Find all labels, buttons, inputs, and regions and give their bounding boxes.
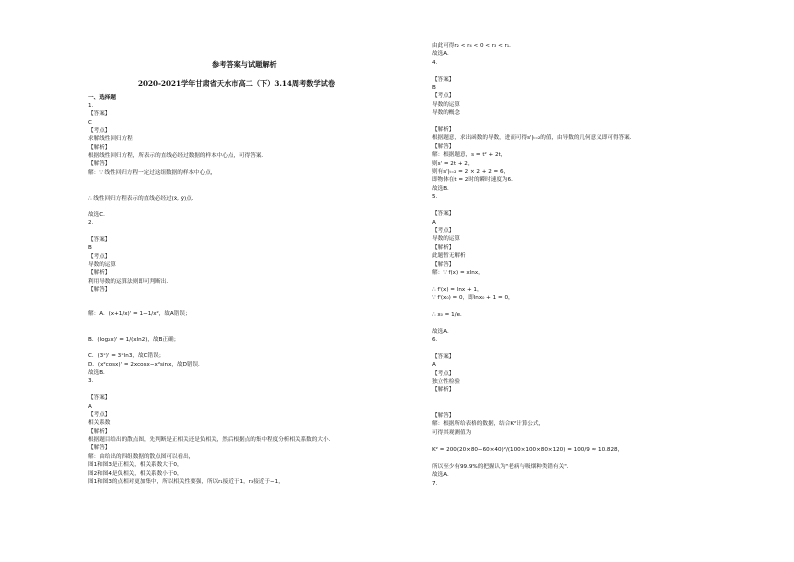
text-line: 【解答】 [88,161,111,167]
text-line: C．(3ˣ)' = 3ˣln3，故C错误； [88,353,165,359]
text-line: 利用导数的运算法则即可判断出． [88,279,172,285]
text-line: 即物体在t = 2时的瞬时速度为6． [432,177,517,183]
text-line: 由此可得r₂ < r₄ < 0 < r₃ < r₁． [432,43,515,49]
text-line: 解：根据所给表格的数据，结合K²计算公式， [432,421,545,427]
text-line: 【考点】 [432,371,455,377]
text-line: 故选A． [432,329,453,335]
text-line: 【答案】 [432,354,455,360]
text-line: 【解析】 [88,429,111,435]
text-line: 导数的运算 [432,236,460,242]
text-line: 【解答】 [432,262,455,268]
text-line: 【答案】 [88,111,111,117]
text-line: 【解答】 [432,413,455,419]
text-line: A [88,404,92,410]
text-line: B [432,85,436,91]
text-line: 【解析】 [432,387,455,393]
text-line: 4. [432,60,438,66]
text-line: ∴ 线性回归方程表示的直线必经过(x̄, ȳ)点． [88,196,198,202]
text-line: 解：∵ f(x) = xlnx， [432,270,484,276]
text-line: ∵ f'(x₀) = 0，即lnx₀ + 1 = 0， [432,295,514,301]
text-line: 导数的运算 [88,262,116,268]
text-line: ∴ x₀ = 1/e． [432,312,466,318]
text-line: 【解析】 [432,127,455,133]
text-line: 【答案】 [432,77,455,83]
text-line: 2. [88,220,94,226]
text-line: 导数的运算 [432,102,460,108]
text-line: 【考点】 [88,254,111,260]
section-heading: 一、选择题 [88,95,116,101]
text-line: 导数的概念 [432,110,460,116]
page-title: 参考答案与试题解析 [212,60,277,69]
text-line: 解：∵ 线性回归方程一定过这组数据的样本中心点， [88,170,217,176]
text-line: 解：A．(x+1/x)' = 1−1/x²，故A错误； [88,311,191,317]
text-line: 【解答】 [88,445,111,451]
text-line: C [88,120,92,126]
text-line: A [432,362,436,368]
text-line: B [88,245,92,251]
text-line: 图1和图3是正相关，相关系数大于0， [88,462,183,468]
text-line: 所以至少有99.9%的把握认为"老病与吸烟种类错有关"． [432,464,573,470]
text-line: 求解线性回归方程 [88,136,133,142]
text-line: 【答案】 [432,211,455,217]
text-line: 【考点】 [88,412,111,418]
text-line: 独立性检验 [432,379,460,385]
text-line: 【解析】 [88,270,111,276]
text-line: 根据线性回归方程，所表示的直线必经过数据的样本中心点，可得答案． [88,153,268,159]
text-line: 解：根据题意，s = t² + 2t， [432,152,507,158]
text-line: 故选B． [88,370,109,376]
text-line: 相关系数 [88,420,111,426]
text-line: K² = 200(20×80−60×40)²/(100×100×80×120) = 100/9 ≈ 10.828， [432,447,624,453]
text-line: 【答案】 [88,237,111,243]
text-line: 3. [88,378,94,384]
text-line: 【解析】 [432,245,455,251]
text-line: D．(x²cosx)' = 2xcosx−x²sinx，故D错误． [88,362,204,368]
text-line: 根据题意，求出函数的导数，进而可得s'|ₜ₌₂的值，由导数的几何意义即可得答案． [432,135,636,141]
text-line: 解：由给出的四组数据的散点图可以看出， [88,454,195,460]
text-line: 则有s'|ₜ₌₂ = 2 × 2 + 2 = 6， [432,169,510,175]
text-line: 图2和图4是负相关，相关系数小于0， [88,471,183,477]
text-line: 【解答】 [88,287,111,293]
text-line: 则s' = 2t + 2， [432,161,474,167]
text-line: 【解析】 [88,145,111,151]
text-line: 根据题目给出的散点图，先判断是正相关还是负相关，然后根据点的集中程度分析相关系数的大小． [88,437,335,443]
text-line: 【考点】 [432,228,455,234]
text-line: 可得其观测值为 [432,430,472,436]
text-line: 故选A． [432,472,453,478]
text-line: 5. [432,194,438,200]
text-line: A [432,220,436,226]
text-line: 1. [88,103,94,109]
text-line: 6. [432,337,438,343]
text-line: 此题暂无解析 [432,253,466,259]
text-line: 【考点】 [88,128,111,134]
text-line: 故选B． [432,186,453,192]
text-line: 故选C． [88,212,109,218]
text-line: 【解答】 [432,144,455,150]
text-line: 图1和图3的点相对更加集中，所以相关性要强，所以r₁接近于1，r₃接近于−1， [88,479,284,485]
page-subtitle: 2020-2021学年甘肃省天水市高二（下）3.14周考数学试卷 [138,79,336,88]
text-line: 故选A． [432,51,453,57]
text-line: B．(log₂x)' = 1/(xln2)，故B正确； [88,337,180,343]
text-line: ∴ f'(x) = lnx + 1， [432,287,483,293]
text-line: 7. [432,481,438,487]
text-line: 【考点】 [432,93,455,99]
text-line: 【答案】 [88,395,111,401]
